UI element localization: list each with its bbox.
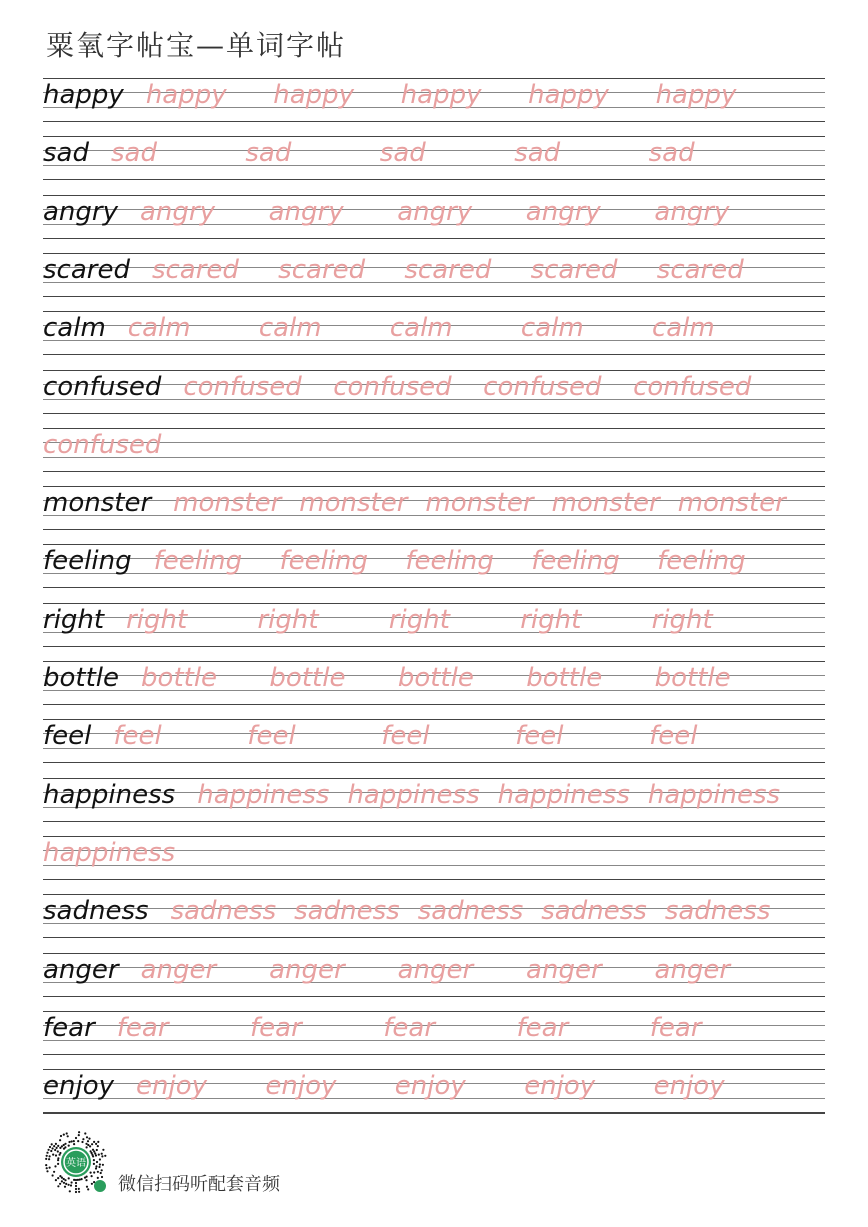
trace-word: happy [273,80,355,110]
ruled-line [43,150,825,151]
ruled-line [43,253,825,254]
worksheet-row [43,953,825,997]
model-word: happy [43,80,124,110]
trace-word: fear [649,1012,702,1043]
ruled-line [43,937,825,938]
ruled-line [43,370,825,371]
trace-word: sadness [294,896,400,927]
ruled-line [43,894,825,895]
trace-word: happiness [647,779,781,810]
trace-word: fear [516,1012,569,1043]
model-word: happiness [43,779,176,810]
worksheet-row [43,195,825,239]
worksheet-row [43,836,825,880]
ruled-line [43,195,825,196]
trace-word: happy [145,80,227,110]
ruled-line [43,354,825,355]
footer [40,1126,440,1201]
trace-word: sad [379,138,426,169]
worksheet-row [43,253,825,297]
trace-word: enjoy [524,1071,596,1102]
trace-word: feeling [279,546,369,577]
model-word: scared [43,254,130,285]
ruled-line [43,428,825,429]
worksheet-row [43,719,825,763]
model-word: enjoy [43,1071,114,1102]
trace-word: bottle [654,663,731,693]
model-word: anger [43,954,119,985]
trace-word: confused [483,371,602,402]
worksheet-row [43,603,825,647]
ruled-line [43,1011,825,1012]
trace-word: right [651,604,713,635]
trace-word: enjoy [653,1071,725,1102]
trace-word: angry [268,196,344,227]
scan-instruction: 微信扫码听配套音频 [118,1174,280,1195]
ruled-line [43,661,825,662]
trace-word: bottle [269,663,346,693]
trace-word: happiness [197,779,330,810]
trace-word: scared [656,254,744,285]
model-word: confused [43,371,162,402]
trace-word: sadness [170,896,277,927]
ruled-line [43,996,825,997]
trace-word: enjoy [265,1071,337,1102]
trace-word: calm [520,313,584,344]
trace-word: angry [397,196,473,227]
model-word: calm [43,313,106,344]
worksheet-row [43,428,825,472]
model-word: feeling [43,546,132,577]
trace-word: feeling [657,546,746,577]
trace-word: sad [514,138,561,169]
ruled-line [43,296,825,297]
model-word: bottle [43,663,120,693]
trace-word: sadness [417,896,524,927]
ruled-line [43,311,825,312]
trace-word: confused [183,371,302,402]
ruled-line [43,1113,825,1114]
qr-code-icon[interactable] [42,1128,110,1196]
trace-word: feel [113,721,162,752]
model-word: feel [43,721,92,752]
trace-word: happy [400,80,482,110]
trace-word: monster [173,488,282,519]
worksheet-row [43,78,825,122]
trace-word: enjoy [136,1071,207,1102]
ruled-line [43,136,825,137]
trace-word: calm [127,313,191,344]
trace-word: confused [633,371,752,402]
trace-word: bottle [141,663,218,693]
model-word: fear [43,1012,95,1043]
trace-word: feeling [153,546,243,577]
model-word: right [43,604,105,635]
trace-word: anger [397,954,474,985]
trace-word: bottle [397,663,474,693]
trace-word: anger [269,954,345,985]
trace-word: right [388,604,450,635]
ruled-line [43,836,825,837]
worksheet-row [43,661,825,705]
trace-word: angry [525,196,601,227]
worksheet-row [43,1011,825,1055]
ruled-line [43,78,825,79]
ruled-line [43,778,825,779]
trace-word: scared [404,254,492,285]
trace-word: feel [649,721,698,752]
trace-word: scared [278,254,366,285]
trace-word: feeling [405,546,494,577]
trace-word: anger [140,954,217,985]
trace-word: happiness [43,837,176,868]
ruled-line [43,486,825,487]
trace-word: fear [383,1012,436,1043]
trace-word: calm [651,313,715,344]
model-word: angry [43,196,118,227]
trace-word: confused [43,429,162,460]
trace-word: right [520,604,582,635]
trace-word: happiness [347,779,480,810]
trace-word: happy [528,80,609,110]
trace-word: sad [648,138,695,169]
qr-badge-label: 英语 [66,1158,86,1169]
trace-word: scared [530,254,618,285]
ruled-line [43,471,825,472]
ruled-line [43,953,825,954]
trace-word: angry [140,196,215,227]
ruled-line [43,879,825,880]
worksheet [43,78,825,1118]
worksheet-row [43,894,825,938]
worksheet-row [43,1069,825,1113]
ruled-line [43,646,825,647]
trace-word: happy [655,80,737,110]
trace-word: anger [526,954,602,985]
trace-word: monster [677,488,786,519]
trace-word: anger [654,954,731,985]
worksheet-row [43,486,825,530]
ruled-line [43,603,825,604]
trace-word: monster [425,488,534,519]
trace-word: bottle [526,663,603,693]
trace-word: enjoy [394,1071,466,1102]
ruled-line [43,529,825,530]
trace-word: right [257,604,319,635]
model-word: monster [43,488,152,519]
worksheet-row [43,544,825,588]
ruled-line [43,413,825,414]
trace-word: feel [381,721,430,752]
ruled-line [43,762,825,763]
ruled-line [43,821,825,822]
trace-word: fear [250,1012,302,1043]
worksheet-row [43,136,825,180]
ruled-line [43,1069,825,1070]
trace-word: feel [515,721,564,752]
trace-word: feeling [531,546,620,577]
page-title: 粟氧字帖宝—单词字帖 [46,29,347,62]
model-word: sad [43,138,89,169]
worksheet-row [43,311,825,355]
ruled-line [43,165,825,166]
worksheet-row [43,370,825,414]
trace-word: monster [551,488,660,519]
trace-word: sad [110,138,157,169]
trace-word: monster [299,488,408,519]
trace-word: sadness [664,896,771,927]
ruled-line [43,179,825,180]
trace-word: feel [247,721,296,752]
ruled-line [43,704,825,705]
ruled-line [43,1054,825,1055]
trace-word: sad [245,138,292,169]
trace-word: fear [116,1012,169,1043]
trace-word: right [126,604,188,635]
ruled-line [43,238,825,239]
ruled-line [43,544,825,545]
trace-word: angry [654,196,730,227]
model-word: sadness [43,896,149,927]
ruled-line [43,719,825,720]
trace-word: calm [258,313,322,344]
trace-word: scared [151,254,239,285]
trace-word: calm [389,313,453,344]
ruled-line [43,587,825,588]
trace-word: happiness [497,779,630,810]
ruled-line [43,121,825,122]
trace-word: confused [333,371,452,402]
worksheet-row [43,778,825,822]
trace-word: sadness [541,896,647,927]
